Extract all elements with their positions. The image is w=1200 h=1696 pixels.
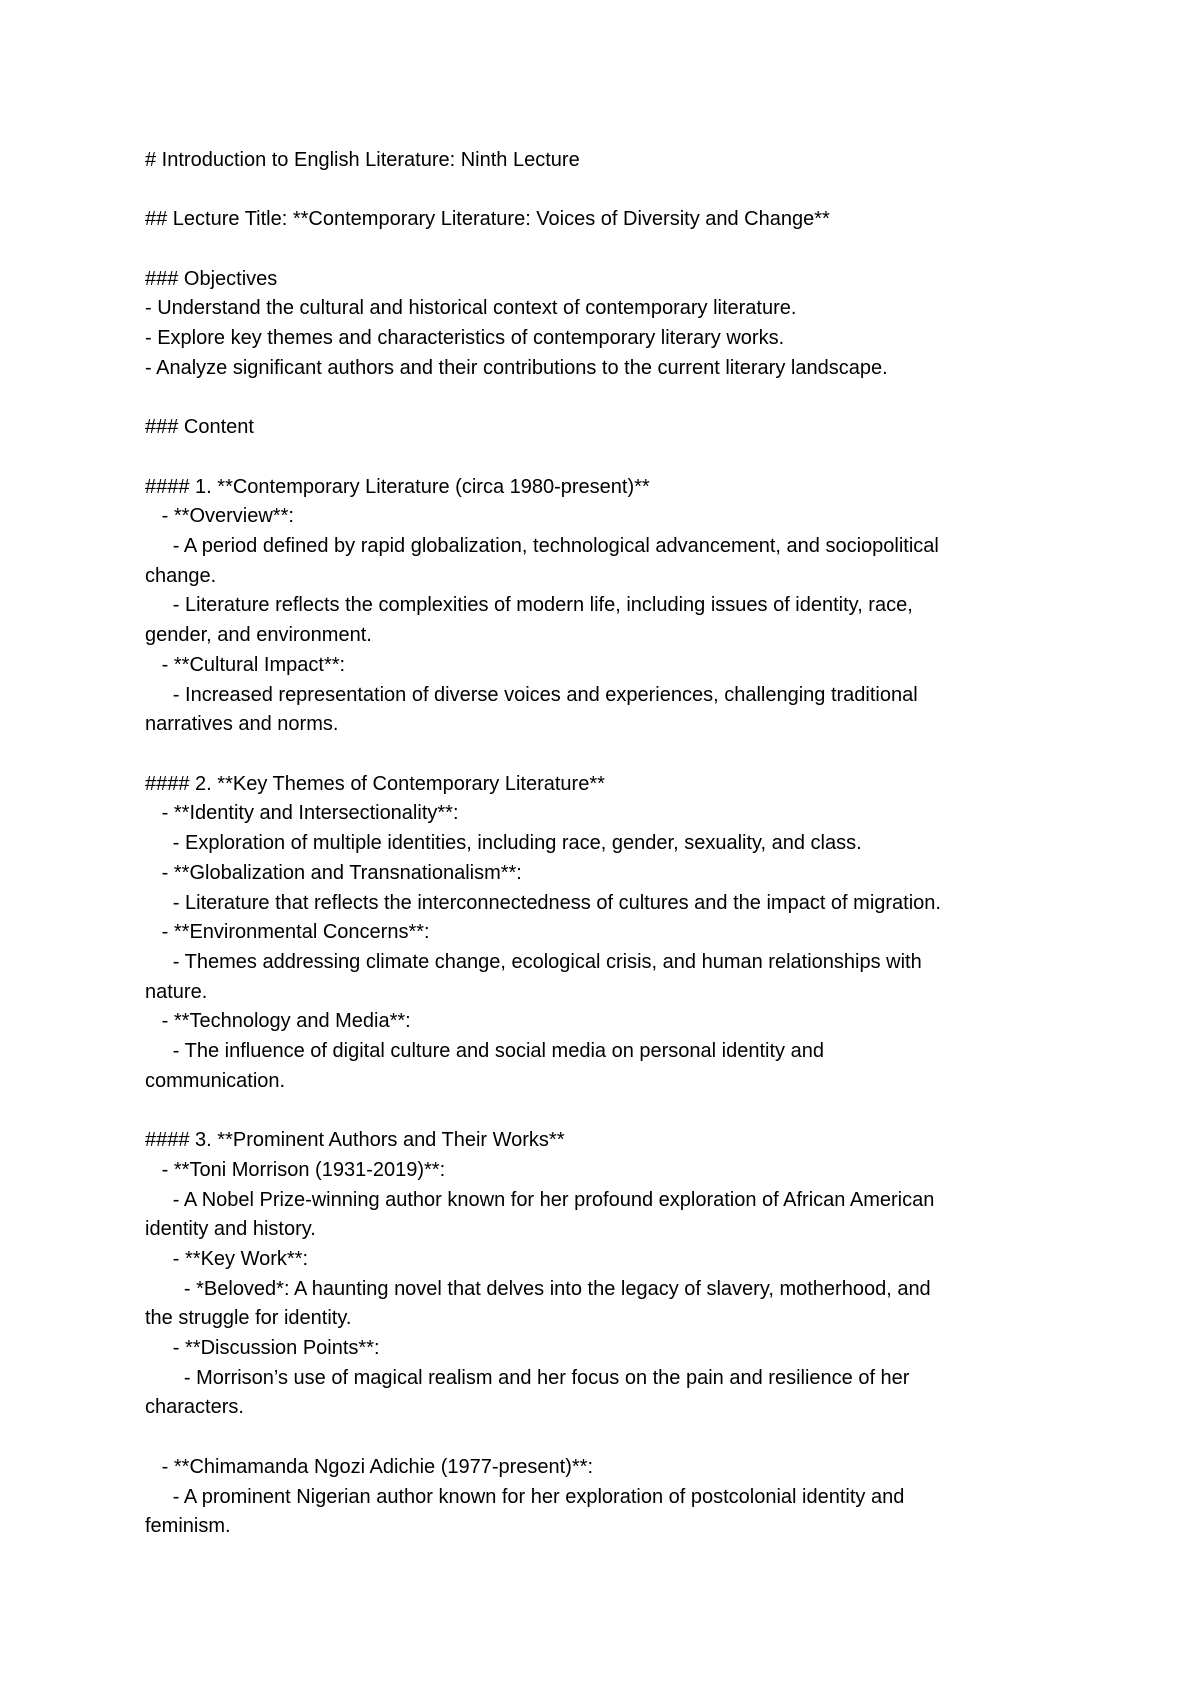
list-item: - **Cultural Impact**: bbox=[145, 653, 346, 676]
list-item: - A period defined by rapid globalization, technological advancement, and sociopolitical bbox=[145, 535, 939, 558]
heading-lecture-title: ## Lecture Title: **Contemporary Literature: Voices of Diversity and Change** bbox=[145, 208, 830, 231]
list-item: - The influence of digital culture and social media on personal identity and bbox=[145, 1040, 824, 1063]
list-item: - **Globalization and Transnationalism**: bbox=[145, 861, 522, 884]
list-item: - **Toni Morrison (1931-2019)**: bbox=[145, 1158, 446, 1181]
blank-line bbox=[145, 176, 1065, 206]
list-item-continuation: change. bbox=[145, 564, 217, 587]
list-item-continuation: gender, and environment. bbox=[145, 624, 372, 647]
list-item-continuation: the struggle for identity. bbox=[145, 1307, 352, 1330]
section-heading: #### 1. **Contemporary Literature (circa 1980-present)** bbox=[145, 475, 650, 498]
list-item: - **Environmental Concerns**: bbox=[145, 921, 430, 944]
list-item: - Literature that reflects the interconnectedness of cultures and the impact of migration. bbox=[145, 891, 941, 914]
list-item: - A Nobel Prize-winning author known for her profound exploration of African American bbox=[145, 1188, 935, 1211]
heading-content: ### Content bbox=[145, 416, 254, 439]
section-heading: #### 2. **Key Themes of Contemporary Literature** bbox=[145, 772, 605, 795]
objective-item: - Understand the cultural and historical context of contemporary literature. bbox=[145, 297, 797, 320]
list-item: - A prominent Nigerian author known for her exploration of postcolonial identity and bbox=[145, 1485, 905, 1508]
list-item: - Literature reflects the complexities of modern life, including issues of identity, race, bbox=[145, 594, 913, 617]
blank-line bbox=[145, 443, 1065, 473]
blank-line bbox=[145, 384, 1065, 414]
list-item: - **Key Work**: bbox=[145, 1247, 309, 1270]
list-item: - Increased representation of diverse voices and experiences, challenging traditional bbox=[145, 683, 918, 706]
section-heading: #### 3. **Prominent Authors and Their Works** bbox=[145, 1129, 565, 1152]
list-item-continuation: identity and history. bbox=[145, 1218, 316, 1241]
list-item: - Exploration of multiple identities, including race, gender, sexuality, and class. bbox=[145, 832, 862, 855]
list-item: - **Discussion Points**: bbox=[145, 1337, 380, 1360]
objective-item: - Analyze significant authors and their contributions to the current literary landscape. bbox=[145, 356, 888, 379]
blank-line bbox=[145, 235, 1065, 265]
list-item-continuation: narratives and norms. bbox=[145, 713, 339, 736]
list-item: - **Overview**: bbox=[145, 505, 294, 528]
blank-line bbox=[145, 1096, 1065, 1126]
heading-objectives: ### Objectives bbox=[145, 267, 278, 290]
list-item-continuation: communication. bbox=[145, 1069, 286, 1092]
blank-line bbox=[145, 740, 1065, 770]
list-item-continuation: characters. bbox=[145, 1396, 244, 1419]
list-item: - **Technology and Media**: bbox=[145, 1010, 411, 1033]
list-item-continuation: nature. bbox=[145, 980, 208, 1003]
blank-line bbox=[145, 1423, 1065, 1453]
list-item: - Morrison’s use of magical realism and her focus on the pain and resilience of her bbox=[145, 1366, 910, 1389]
heading-lecture: # Introduction to English Literature: Ninth Lecture bbox=[145, 149, 580, 171]
objective-item: - Explore key themes and characteristics of contemporary literary works. bbox=[145, 327, 785, 350]
document-body bbox=[145, 146, 1065, 1542]
list-item: - **Chimamanda Ngozi Adichie (1977-present)**: bbox=[145, 1455, 593, 1478]
list-item: - **Identity and Intersectionality**: bbox=[145, 802, 459, 825]
list-item: - *Beloved*: A haunting novel that delves into the legacy of slavery, motherhood, and bbox=[145, 1277, 931, 1300]
list-item: - Themes addressing climate change, ecological crisis, and human relationships with bbox=[145, 950, 922, 973]
list-item-continuation: feminism. bbox=[145, 1515, 231, 1538]
